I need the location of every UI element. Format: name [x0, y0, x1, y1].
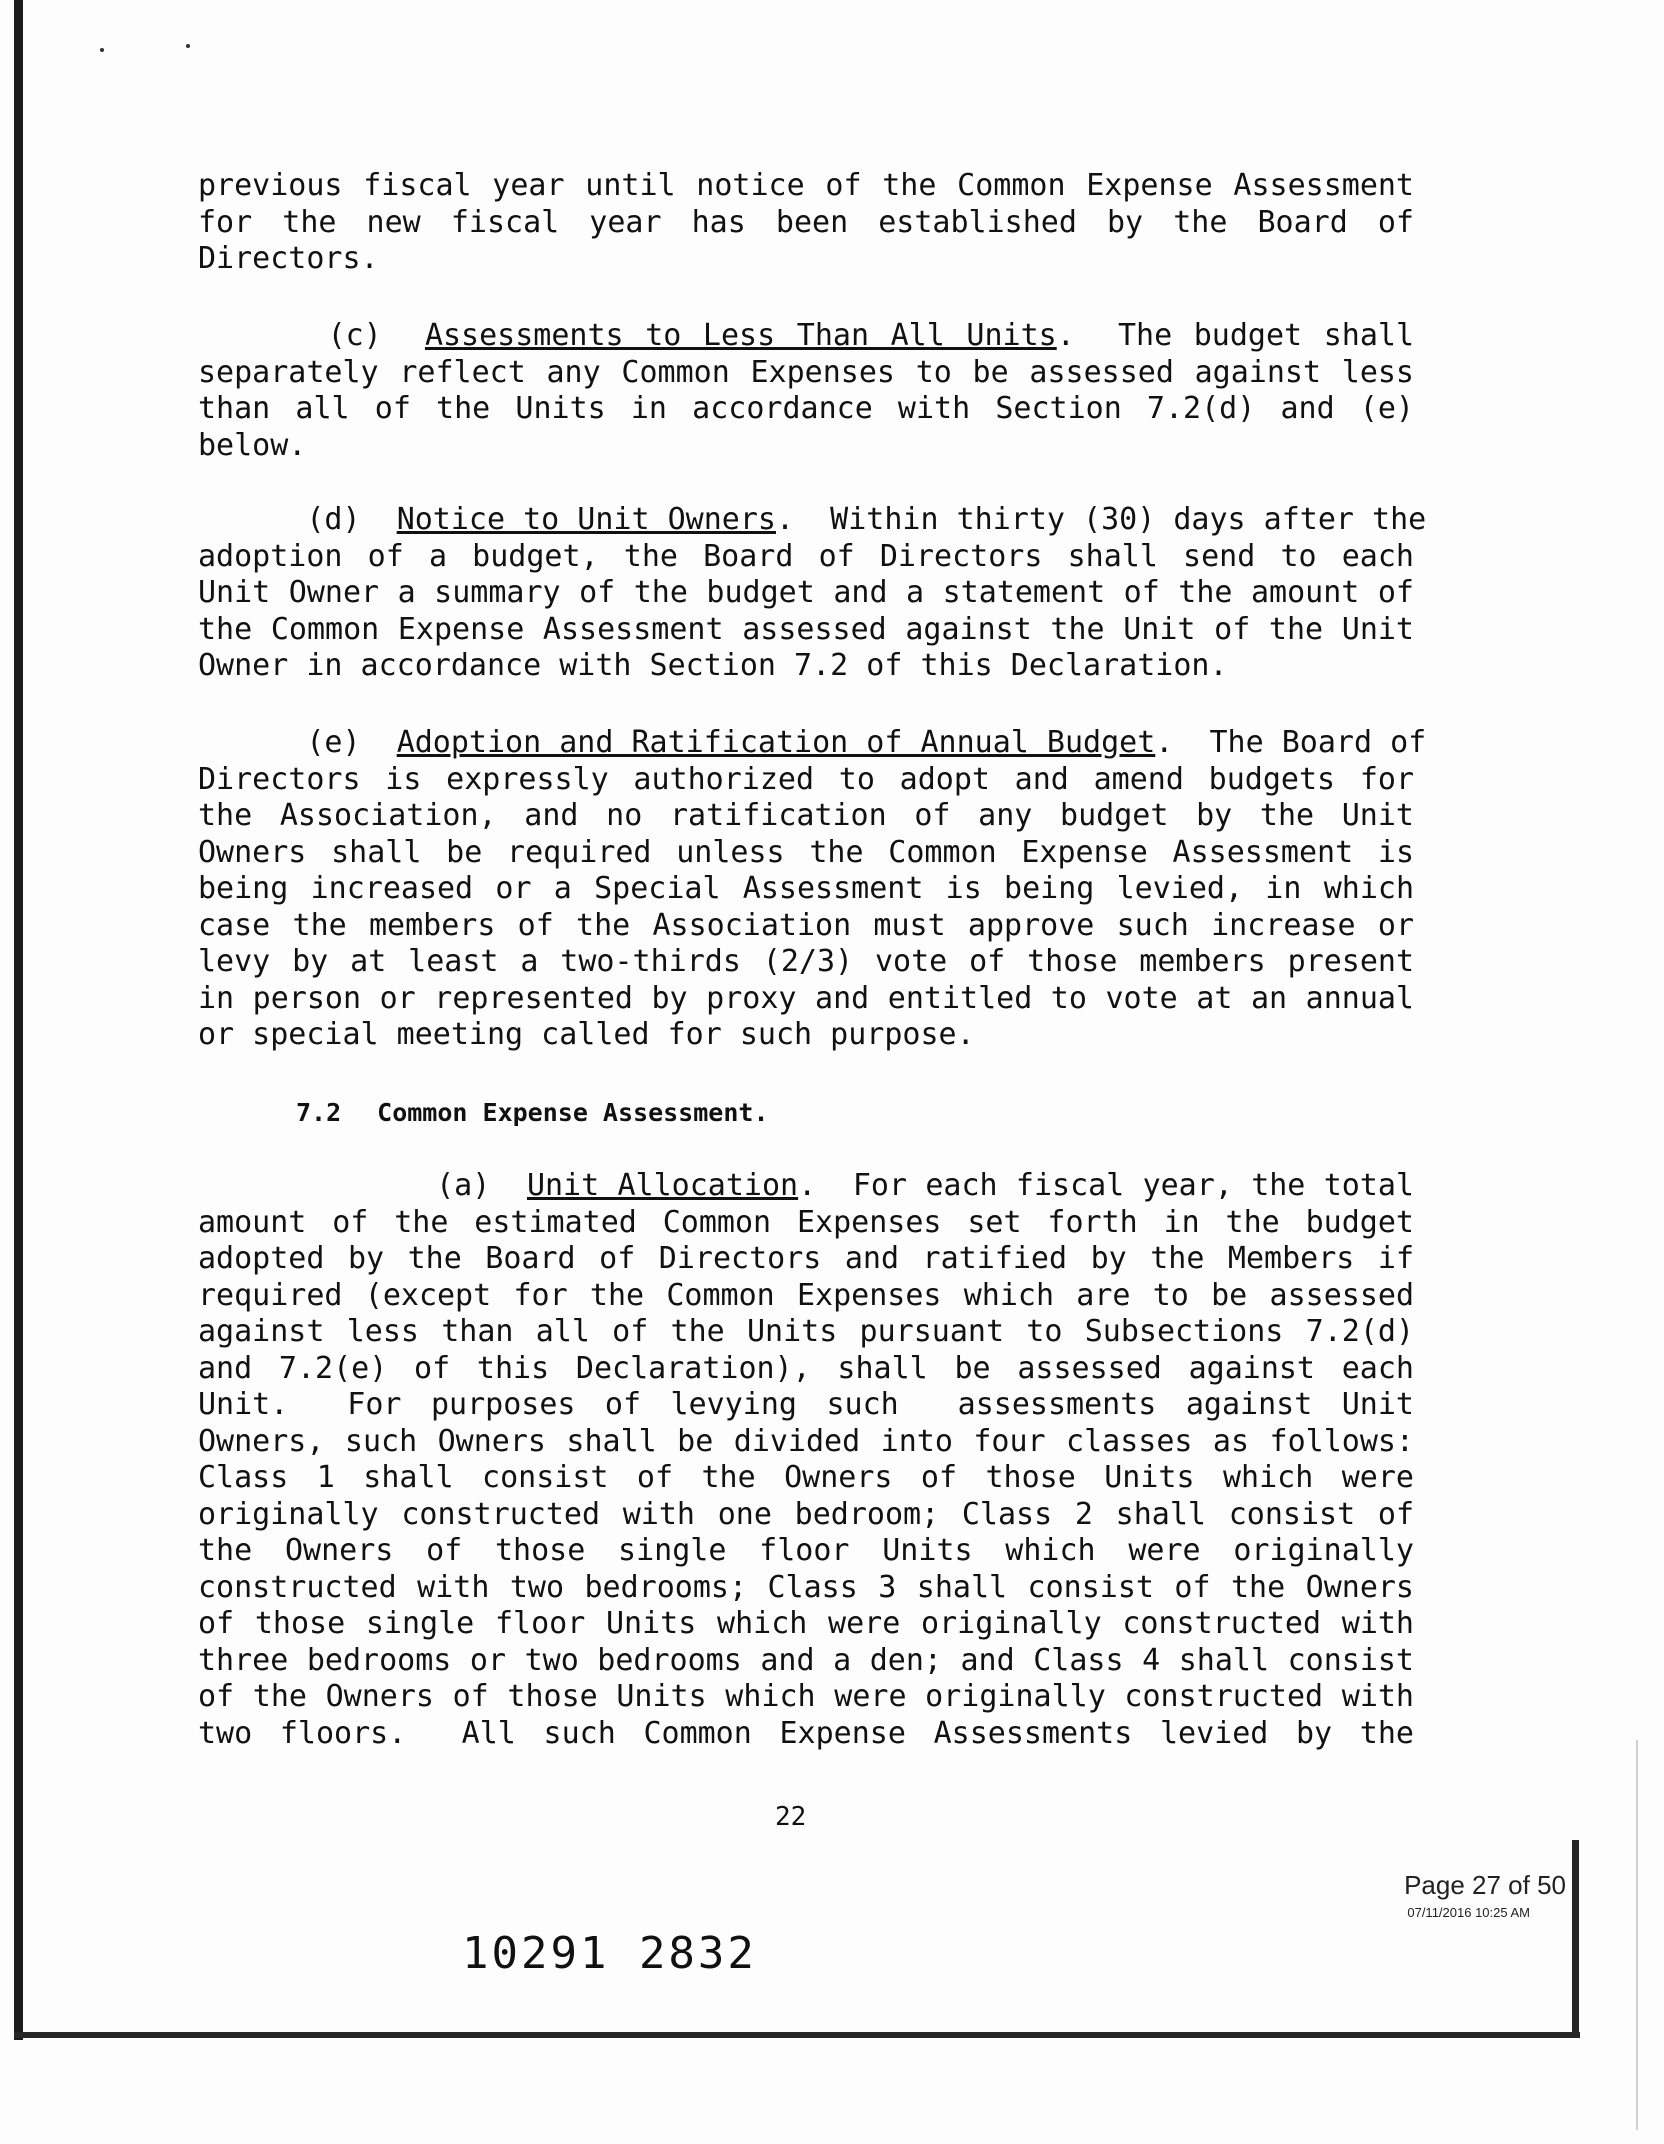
scan-artifact-line: [1636, 1740, 1638, 2130]
text-line: Unit. For purposes of levying such assessments against Unit: [198, 1387, 1414, 1422]
text-line: Owners, such Owners shall be divided into four classes as follows:: [198, 1423, 1414, 1459]
section-number: 7.2: [296, 1098, 342, 1127]
text-line: adoption of a budget, the Board of Directors shall send to each: [198, 538, 1414, 574]
first-line-text: . For each fiscal year, the total: [798, 1168, 1414, 1203]
text-line: amount of the estimated Common Expenses set forth in the budget: [198, 1204, 1414, 1240]
paragraph-title: Unit Allocation: [526, 1168, 799, 1203]
text-line: two floors. All such Common Expense Assessments levied by the: [198, 1715, 1414, 1751]
text-line: against less than all of the Units pursuant to Subsections 7.2(d): [198, 1314, 1414, 1349]
text-line: of those single floor Units which were originally constructed with: [198, 1606, 1414, 1641]
recording-page-stamp: Page 27 of 50: [1404, 1870, 1566, 1900]
text-line: Unit Owner a summary of the budget and a statement of the amount of: [198, 575, 1414, 610]
text-line: the Owners of those single floor Units which were originally: [198, 1533, 1414, 1568]
scan-speck: [186, 44, 190, 48]
text-line: previous fiscal year until notice of the Common Expense Assessment: [198, 168, 1414, 203]
paragraph-title: Notice to Unit Owners: [396, 502, 776, 537]
text-line: being increased or a Special Assessment is being levied, in which: [198, 871, 1414, 906]
section-heading-7-2: [296, 1098, 769, 1127]
paragraph-label: (c): [327, 318, 382, 353]
text-line: the Common Expense Assessment assessed against the Unit of the Unit: [198, 611, 1414, 647]
text-line: and 7.2(e) of this Declaration), shall be assessed against each: [198, 1350, 1414, 1386]
paragraph-first-line: [198, 502, 1427, 539]
paragraph-d: [198, 502, 1427, 685]
book-page-number: 10291 2832: [462, 1928, 757, 1979]
paragraph-7-2-a: [198, 1168, 1414, 1752]
paragraph-first-line: [198, 318, 1414, 355]
scan-border-right: [1572, 1840, 1579, 2038]
text-line: levy by at least a two-thirds (2/3) vote of those members present: [198, 944, 1414, 979]
text-line: required (except for the Common Expenses which are to be assessed: [198, 1277, 1414, 1313]
text-line: the Association, and no ratification of any budget by the Unit: [198, 798, 1414, 833]
first-line-text: . The Board of: [1155, 725, 1427, 760]
text-line: Directors is expressly authorized to adopt and amend budgets for: [198, 761, 1414, 797]
text-line: case the members of the Association must approve such increase or: [198, 907, 1414, 943]
paragraph-label: (a): [436, 1168, 491, 1203]
first-line-text: . The budget shall: [1056, 318, 1415, 353]
paragraph-label: (d): [306, 502, 361, 537]
text-line: below.: [198, 427, 307, 463]
paragraph-b-continuation: [198, 168, 1414, 278]
scan-border-bottom: [14, 2032, 1580, 2038]
text-line: for the new fiscal year has been established by the Board of: [198, 204, 1414, 240]
paragraph-e: [198, 725, 1427, 1054]
text-line: adopted by the Board of Directors and ratified by the Members if: [198, 1241, 1414, 1276]
paragraph-title: Assessments to Less Than All Units: [424, 318, 1057, 353]
paragraph-first-line: [198, 1168, 1414, 1205]
first-line-text: . Within thirty (30) days after the: [775, 502, 1427, 537]
scan-border-left: [14, 0, 23, 2040]
text-line: than all of the Units in accordance with Section 7.2(d) and (e): [198, 391, 1414, 426]
text-line: in person or represented by proxy and entitled to vote at an annual: [198, 980, 1414, 1016]
text-line: Directors.: [198, 241, 379, 276]
section-title: Common Expense Assessment.: [377, 1098, 769, 1127]
paragraph-c: [198, 318, 1414, 464]
recording-datetime: 07/11/2016 10:25 AM: [1407, 1905, 1530, 1920]
text-line: Owners shall be required unless the Common Expense Assessment is: [198, 834, 1414, 870]
text-line: of the Owners of those Units which were originally constructed with: [198, 1679, 1414, 1714]
text-line: separately reflect any Common Expenses to be assessed against less: [198, 354, 1414, 390]
text-line: constructed with two bedrooms; Class 3 shall consist of the Owners: [198, 1569, 1414, 1605]
paragraph-first-line: [198, 725, 1427, 762]
text-line: Owner in accordance with Section 7.2 of this Declaration.: [198, 648, 1228, 683]
paragraph-title: Adoption and Ratification of Annual Budget: [396, 725, 1156, 760]
scan-speck: [100, 48, 104, 52]
text-line: three bedrooms or two bedrooms and a den; and Class 4 shall consist: [198, 1642, 1414, 1678]
text-line: Class 1 shall consist of the Owners of those Units which were: [198, 1460, 1414, 1495]
page-number: 22: [775, 1802, 807, 1832]
paragraph-label: (e): [306, 725, 361, 760]
text-line: originally constructed with one bedroom; Class 2 shall consist of: [198, 1496, 1414, 1532]
text-line: or special meeting called for such purpose.: [198, 1017, 975, 1052]
